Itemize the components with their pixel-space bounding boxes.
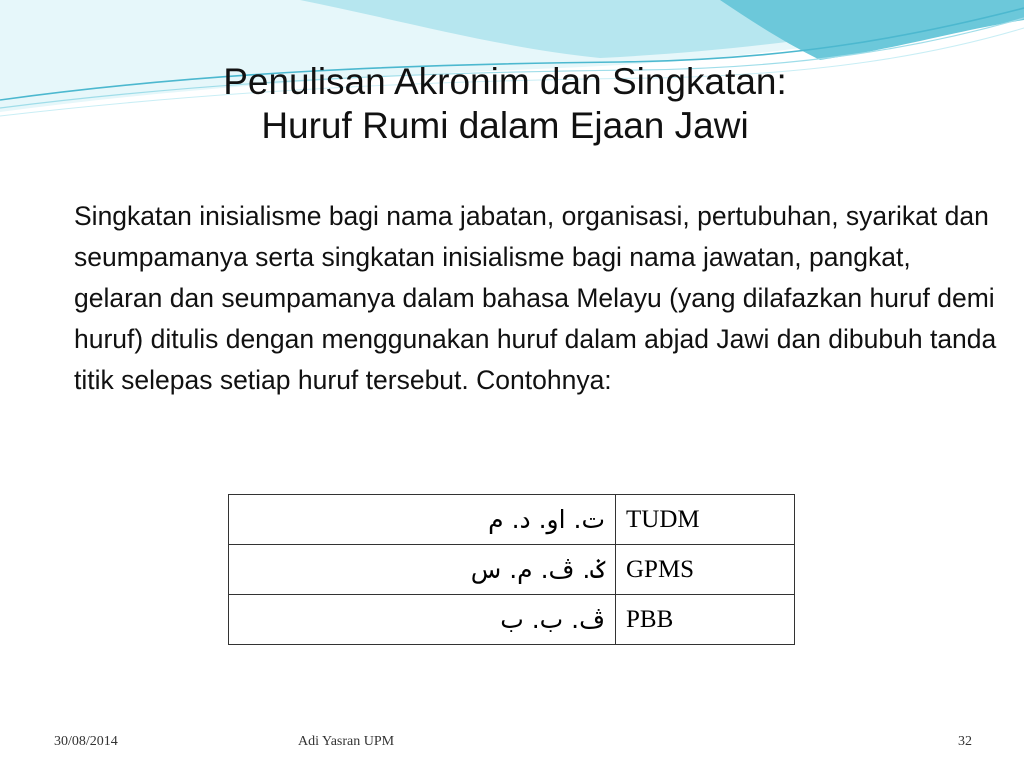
slide-body-text: Singkatan inisialisme bagi nama jabatan, organisasi, pertubuhan, syarikat dan seumpamanya serta singkatan inisialisme bagi nama jawatan, pangkat, gelaran dan seumpamanya dalam bahasa Melayu (yang dilafazkan huruf demi huruf) ditulis dengan menggunakan huruf dalam abjad Jawi dan dibubuh tanda titik selepas setiap huruf tersebut. Contohnya:: [74, 201, 997, 395]
footer-date: 30/08/2014: [54, 734, 118, 749]
jawi-abbreviation: ت. او. د. م: [229, 495, 616, 545]
slide-title-line-2: Huruf Rumi dalam Ejaan Jawi: [261, 105, 749, 146]
rumi-abbreviation: GPMS: [616, 545, 795, 595]
jawi-abbreviation: ڤ. ب. ب: [229, 595, 616, 645]
table-row: [229, 545, 795, 595]
slide-title: [0, 60, 1010, 148]
slide-number: 32: [958, 734, 972, 749]
footer-author: Adi Yasran UPM: [298, 734, 395, 749]
rumi-abbreviation: TUDM: [616, 495, 795, 545]
slide-title-line-1: Penulisan Akronim dan Singkatan:: [223, 61, 787, 102]
table-row: [229, 495, 795, 545]
jawi-abbreviation: ݢ. ڤ. م. س: [229, 545, 616, 595]
examples-table: [228, 494, 795, 645]
rumi-abbreviation: PBB: [616, 595, 795, 645]
table-row: [229, 595, 795, 645]
